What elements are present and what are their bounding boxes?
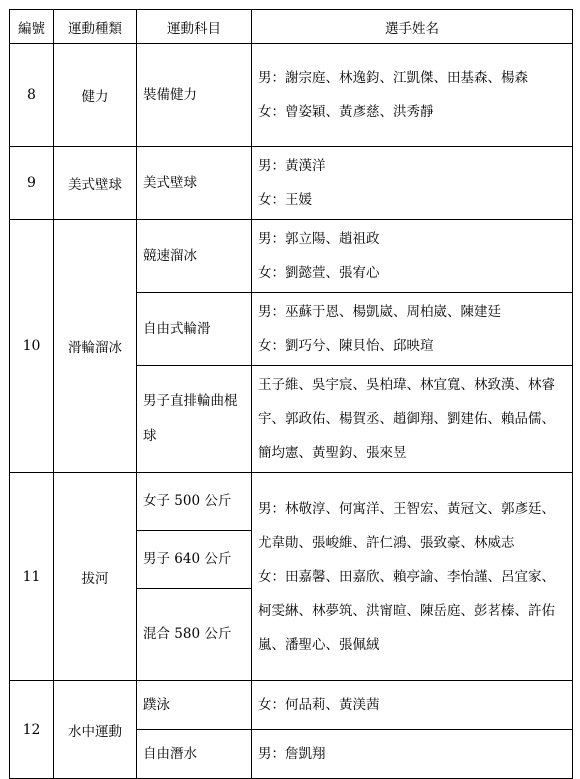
athlete-line: 女：劉巧兮、陳貝怡、邱映瑄 [258, 338, 434, 354]
event-name: 蹼泳 [137, 681, 252, 730]
event-name: 裝備健力 [137, 44, 252, 147]
event-name: 混合 580 公斤 [137, 589, 252, 681]
event-name: 男子 640 公斤 [137, 531, 252, 589]
athlete-line: 男：謝宗庭、林逸鈞、江凱傑、田基森、楊森 [258, 70, 528, 86]
athlete-names [252, 147, 573, 220]
header-event: 運動科目 [137, 10, 252, 44]
sport-name: 健力 [54, 44, 137, 147]
event-name: 美式壁球 [137, 147, 252, 220]
athlete-table [9, 9, 573, 779]
row-number: 12 [10, 681, 54, 779]
row-number: 10 [10, 220, 54, 473]
event-name: 女子 500 公斤 [137, 473, 252, 531]
sport-name: 美式壁球 [54, 147, 137, 220]
athlete-names [252, 293, 573, 366]
row-number: 9 [10, 147, 54, 220]
athlete-names: 男：詹凱翔 [252, 730, 573, 779]
athlete-names: 女：何品莉、黃渼茜 [252, 681, 573, 730]
athlete-names [252, 220, 573, 293]
athlete-line: 女：田嘉馨、田嘉欣、賴亭諭、李怡謹、呂宜家、柯雯綝、林夢筑、洪甯暄、陳岳庭、彭茗榛、許佑嵐、潘聖心、張佩絨 [258, 568, 555, 653]
sport-name: 水中運動 [54, 681, 137, 779]
event-name: 男子直排輪曲棍球 [137, 366, 252, 473]
athlete-line: 女：劉懿萱、張宥心 [258, 265, 380, 281]
row-number: 11 [10, 473, 54, 681]
athlete-line: 男：巫蘇于恩、楊凱崴、周柏崴、陳建廷 [258, 304, 501, 320]
table-row [10, 681, 573, 730]
athlete-line: 男：林敬淳、何寓洋、王智宏、黃冠文、郭彥廷、尤韋勛、張峻維、許仁鴻、張致豪、林威志 [258, 500, 555, 551]
header-number: 編號 [10, 10, 54, 44]
athlete-names: 王子維、吳宇宸、吳柏瑋、林宜寬、林致漢、林睿宇、郭政佑、楊賀丞、趙御翔、劉建佑、賴品儒、簡均憲、黃聖鈞、張來昱 [252, 366, 573, 473]
table-row [10, 220, 573, 293]
sport-name: 拔河 [54, 473, 137, 681]
row-number: 8 [10, 44, 54, 147]
table-row [10, 147, 573, 220]
athlete-line: 女：曾姿穎、黃彥慈、洪秀靜 [258, 104, 434, 120]
header-sport: 運動種類 [54, 10, 137, 44]
event-name: 競速溜冰 [137, 220, 252, 293]
event-name: 自由式輪滑 [137, 293, 252, 366]
athlete-names [252, 473, 573, 681]
header-athletes: 選手姓名 [252, 10, 573, 44]
event-name: 自由潛水 [137, 730, 252, 779]
table-row [10, 473, 573, 531]
table-row [10, 44, 573, 147]
athlete-line: 女：王媛 [258, 192, 312, 208]
athlete-line: 男：郭立陽、趙祖政 [258, 231, 380, 247]
sport-name: 滑輪溜冰 [54, 220, 137, 473]
athlete-line: 男：黃漢洋 [258, 158, 326, 174]
header-row [10, 10, 573, 44]
athlete-names [252, 44, 573, 147]
